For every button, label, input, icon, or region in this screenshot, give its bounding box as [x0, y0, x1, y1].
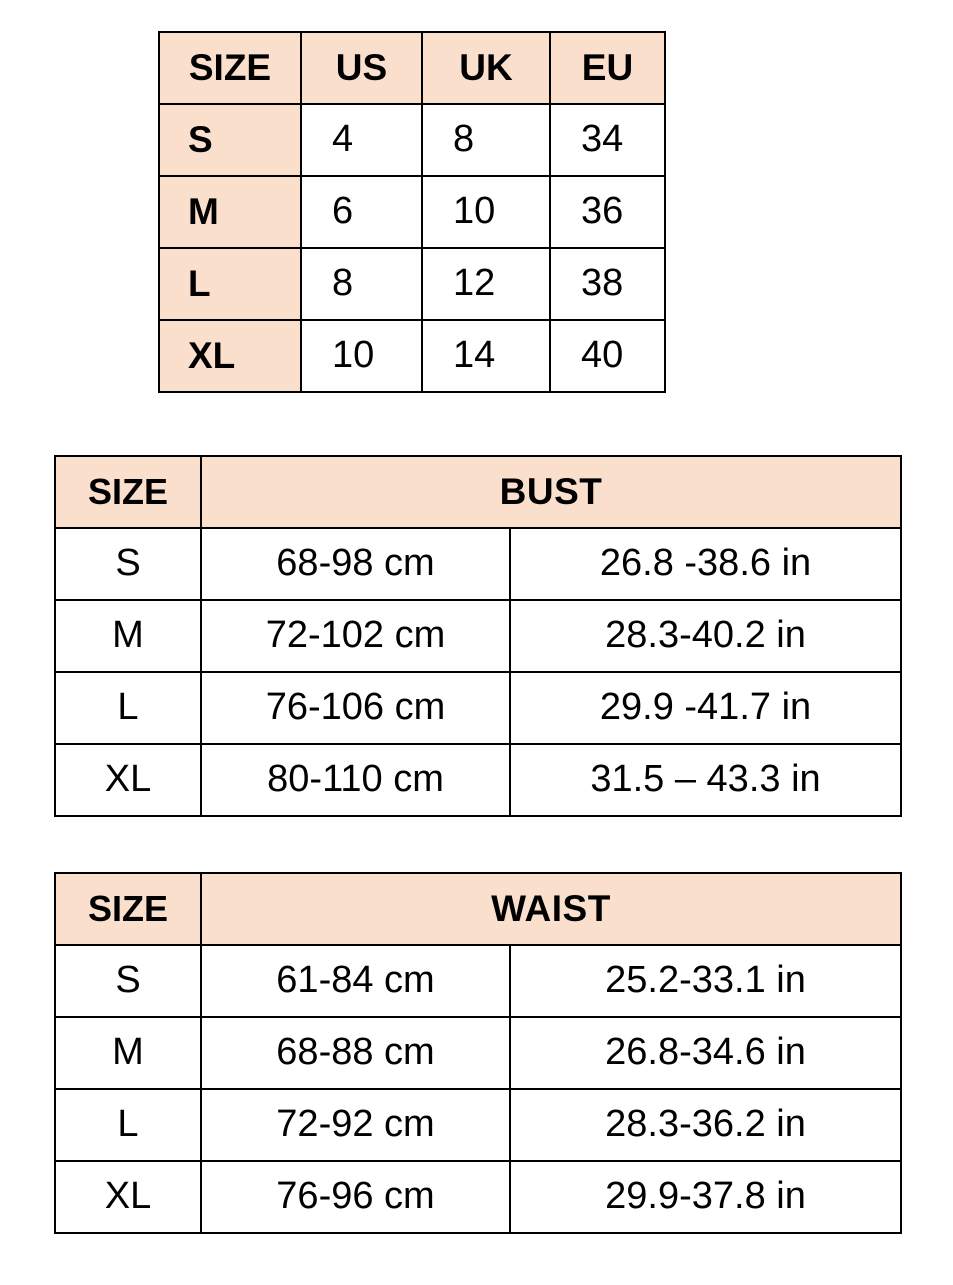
column-header-size: SIZE [55, 873, 201, 945]
cell-in: 29.9-37.8 in [510, 1161, 901, 1233]
cell-eu: 38 [550, 248, 665, 320]
table-row [55, 1089, 901, 1161]
column-header-waist: WAIST [201, 873, 901, 945]
waist-measurement-table [54, 872, 902, 1234]
size-conversion-table [158, 31, 666, 393]
cell-size: XL [55, 744, 201, 816]
cell-in: 25.2-33.1 in [510, 945, 901, 1017]
cell-uk: 10 [422, 176, 550, 248]
cell-size: L [55, 672, 201, 744]
cell-size: L [55, 1089, 201, 1161]
cell-uk: 8 [422, 104, 550, 176]
cell-eu: 36 [550, 176, 665, 248]
cell-cm: 76-106 cm [201, 672, 510, 744]
cell-size: S [55, 945, 201, 1017]
cell-cm: 72-102 cm [201, 600, 510, 672]
cell-size: S [159, 104, 301, 176]
cell-in: 28.3-36.2 in [510, 1089, 901, 1161]
cell-size: XL [159, 320, 301, 392]
cell-eu: 34 [550, 104, 665, 176]
column-header-eu: EU [550, 32, 665, 104]
cell-uk: 14 [422, 320, 550, 392]
table-header-row [55, 456, 901, 528]
cell-size: M [55, 1017, 201, 1089]
cell-size: M [159, 176, 301, 248]
table-row [55, 672, 901, 744]
table-row [55, 1161, 901, 1233]
table-header-row [159, 32, 665, 104]
table-row [55, 528, 901, 600]
column-header-size: SIZE [159, 32, 301, 104]
cell-size: M [55, 600, 201, 672]
cell-in: 31.5 – 43.3 in [510, 744, 901, 816]
table-row [55, 744, 901, 816]
cell-size: XL [55, 1161, 201, 1233]
table-row [55, 1017, 901, 1089]
cell-uk: 12 [422, 248, 550, 320]
bust-measurement-table [54, 455, 902, 817]
cell-in: 26.8 -38.6 in [510, 528, 901, 600]
cell-cm: 68-98 cm [201, 528, 510, 600]
column-header-uk: UK [422, 32, 550, 104]
cell-in: 26.8-34.6 in [510, 1017, 901, 1089]
cell-cm: 80-110 cm [201, 744, 510, 816]
cell-cm: 72-92 cm [201, 1089, 510, 1161]
table-row [159, 176, 665, 248]
table-row [159, 104, 665, 176]
table-row [55, 945, 901, 1017]
cell-us: 6 [301, 176, 422, 248]
cell-in: 28.3-40.2 in [510, 600, 901, 672]
column-header-us: US [301, 32, 422, 104]
table-row [159, 320, 665, 392]
table-row [55, 600, 901, 672]
table-header-row [55, 873, 901, 945]
cell-us: 4 [301, 104, 422, 176]
cell-in: 29.9 -41.7 in [510, 672, 901, 744]
cell-cm: 61-84 cm [201, 945, 510, 1017]
cell-cm: 76-96 cm [201, 1161, 510, 1233]
cell-eu: 40 [550, 320, 665, 392]
column-header-size: SIZE [55, 456, 201, 528]
table-row [159, 248, 665, 320]
cell-size: S [55, 528, 201, 600]
cell-us: 8 [301, 248, 422, 320]
cell-size: L [159, 248, 301, 320]
cell-cm: 68-88 cm [201, 1017, 510, 1089]
column-header-bust: BUST [201, 456, 901, 528]
cell-us: 10 [301, 320, 422, 392]
